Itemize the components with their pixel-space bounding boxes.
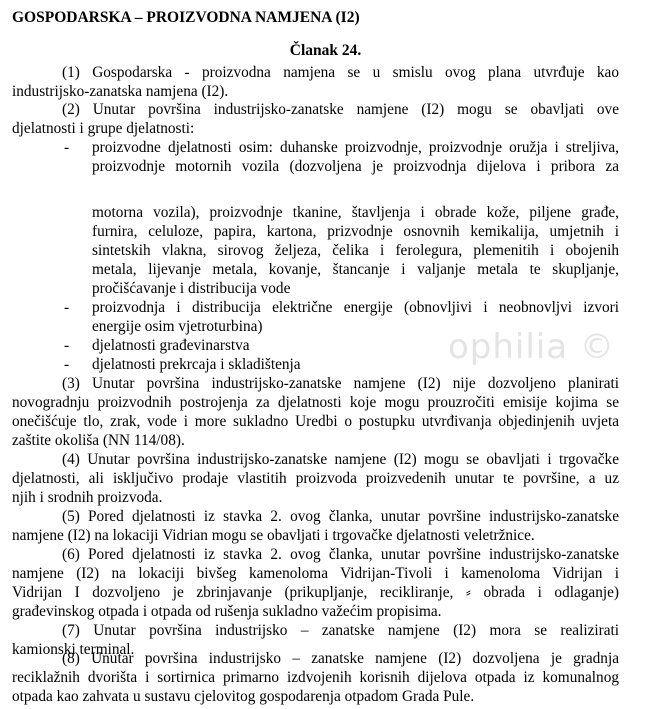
list-line: energije osim vjetroturbina) — [92, 318, 263, 335]
list-item-prekrcaj — [64, 355, 619, 374]
list-item-elektricna-energija — [64, 298, 619, 336]
list-item-continuation — [92, 203, 619, 298]
list-line: metala, lijevanje metala, kovanje, štancanje i valjanje metala te skupljanje, — [92, 261, 619, 278]
list-line: furnira, celuloze, papira, kartona, prizvodnje osnovnih kemikalija, umjetnih i — [92, 223, 619, 240]
paragraph-line: (7) Unutar površina industrijsko – zanatske namjene (I2) mora se realizirati — [62, 622, 619, 639]
paragraph-6 — [12, 545, 619, 621]
paragraph-line: (3) Unutar površina industrijsko-zanatske namjene (I2) nije dozvoljeno planirati — [62, 375, 619, 392]
list-dash: - — [64, 356, 70, 373]
list-line: djelatnosti građevinarstva — [92, 337, 250, 354]
watermark-text: ophilia © — [448, 327, 615, 367]
paragraph-line: (2) Unutar površina industrijsko-zanatske namjene (I2) mogu se obavljati ove — [62, 101, 619, 118]
list-line: motorna vozila), proizvodnje tkanine, štavljenja i obrade kože, piljene građe, — [92, 204, 619, 221]
paragraph-1 — [12, 63, 619, 101]
paragraph-line: namjene (I2) na lokaciji Vidrian mogu se obavljati i trgovačke djelatnosti veletržnice. — [12, 527, 535, 544]
list-line: proizvodnja i distribucija električne energije (obnovljivi i neobnovljvi izvori — [92, 299, 619, 316]
paragraph-line: onečišćuje tlo, zrak, vode i more sukladno Uredbi o postupku utvrđivanja objedinjenih uvjeta — [12, 413, 619, 430]
paragraph-line: djelatnosti i grupe djelatnosti: — [12, 120, 195, 137]
list-line: sintetskih vlakna, sirovog željeza, čelika i ferolegura, plemenitih i obojenih — [92, 242, 619, 259]
paragraph-line: namjene (I2) na lokaciji bivšeg kamenoloma Vidrijan-Tivoli i kamenoloma Vidrijan i — [12, 565, 619, 582]
paragraph-line: kamionski terminal. — [12, 641, 135, 658]
paragraph-2 — [12, 100, 619, 138]
paragraph-line: djelatnosti, ali isključivo prodaje vlastitih proizvoda proizvedenih unutar te površine, a uz — [12, 470, 619, 487]
paragraph-line: zaštite okoliša (NN 114/08). — [12, 432, 185, 449]
paragraph-line: njih i srodnih proizvoda. — [12, 489, 163, 506]
paragraph-line: (6) Pored djelatnosti iz stavka 2. ovog članka, unutar površine industrijsko-zanatske — [62, 546, 619, 563]
paragraph-4 — [12, 450, 619, 507]
list-item-proizvodne-djelatnosti — [64, 138, 619, 176]
paragraph-line: otpada kao zahvata u sustavu cjelovitog gospodarenja otpadom Grada Pule. — [12, 688, 475, 705]
paragraph-line: reciklažnih dvorišta i sortirnica primarno izdvojenih korisnih dijelova otpada iz komunalnog — [12, 669, 619, 686]
paragraph-line: (8) Unutar površina industrijsko – zanatske namjene (I2) dozvoljena je gradnja — [62, 650, 619, 667]
list-line: proizvodne djelatnosti osim: duhanske proizvodnje, proizvodnje oružja i streljiva, — [92, 139, 619, 156]
list-line: proizvodnje motornih vozila (dozvoljena je proizvodnja dijelova i pribora za — [92, 158, 619, 175]
list-line: djelatnosti prekrcaja i skladištenja — [92, 356, 301, 373]
paragraph-8 — [12, 649, 619, 706]
list-line: pročišćavanje i distribucija vode — [92, 280, 291, 297]
paragraph-5 — [12, 507, 619, 545]
paragraph-line: (1) Gospodarska - proizvodna namjena se u smislu ovog plana utvrđuje kao — [62, 64, 619, 81]
article-title: Članak 24. — [289, 42, 362, 59]
list-dash: - — [64, 337, 70, 354]
paragraph-line: industrijsko-zanatska namjena (I2). — [12, 83, 229, 100]
paragraph-line: novogradnju proizvodnih postrojenja za djelatnosti koje mogu prouzročiti emisije kojima se — [12, 394, 619, 411]
list-dash: - — [64, 299, 70, 316]
section-heading: GOSPODARSKA – PROIZVODNA NAMJENA (I2) — [12, 9, 360, 26]
paragraph-line: građevinskog otpada i otpada od rušenja sukladno važećim propisima. — [12, 603, 442, 620]
paragraph-3 — [12, 374, 619, 450]
paragraph-line: Vidrijan I dozvoljeno je zbrinjavanje (prikupljanje, recikliranje, ⸗ obrada i odlaganje) — [12, 584, 619, 601]
list-dash: - — [64, 139, 70, 156]
paragraph-line: (5) Pored djelatnosti iz stavka 2. ovog članka, unutar površine industrijsko-zanatske — [62, 508, 619, 525]
paragraph-line: (4) Unutar površina industrijsko-zanatske namjene (I2) mogu se obavljati i trgovačke — [62, 451, 619, 468]
